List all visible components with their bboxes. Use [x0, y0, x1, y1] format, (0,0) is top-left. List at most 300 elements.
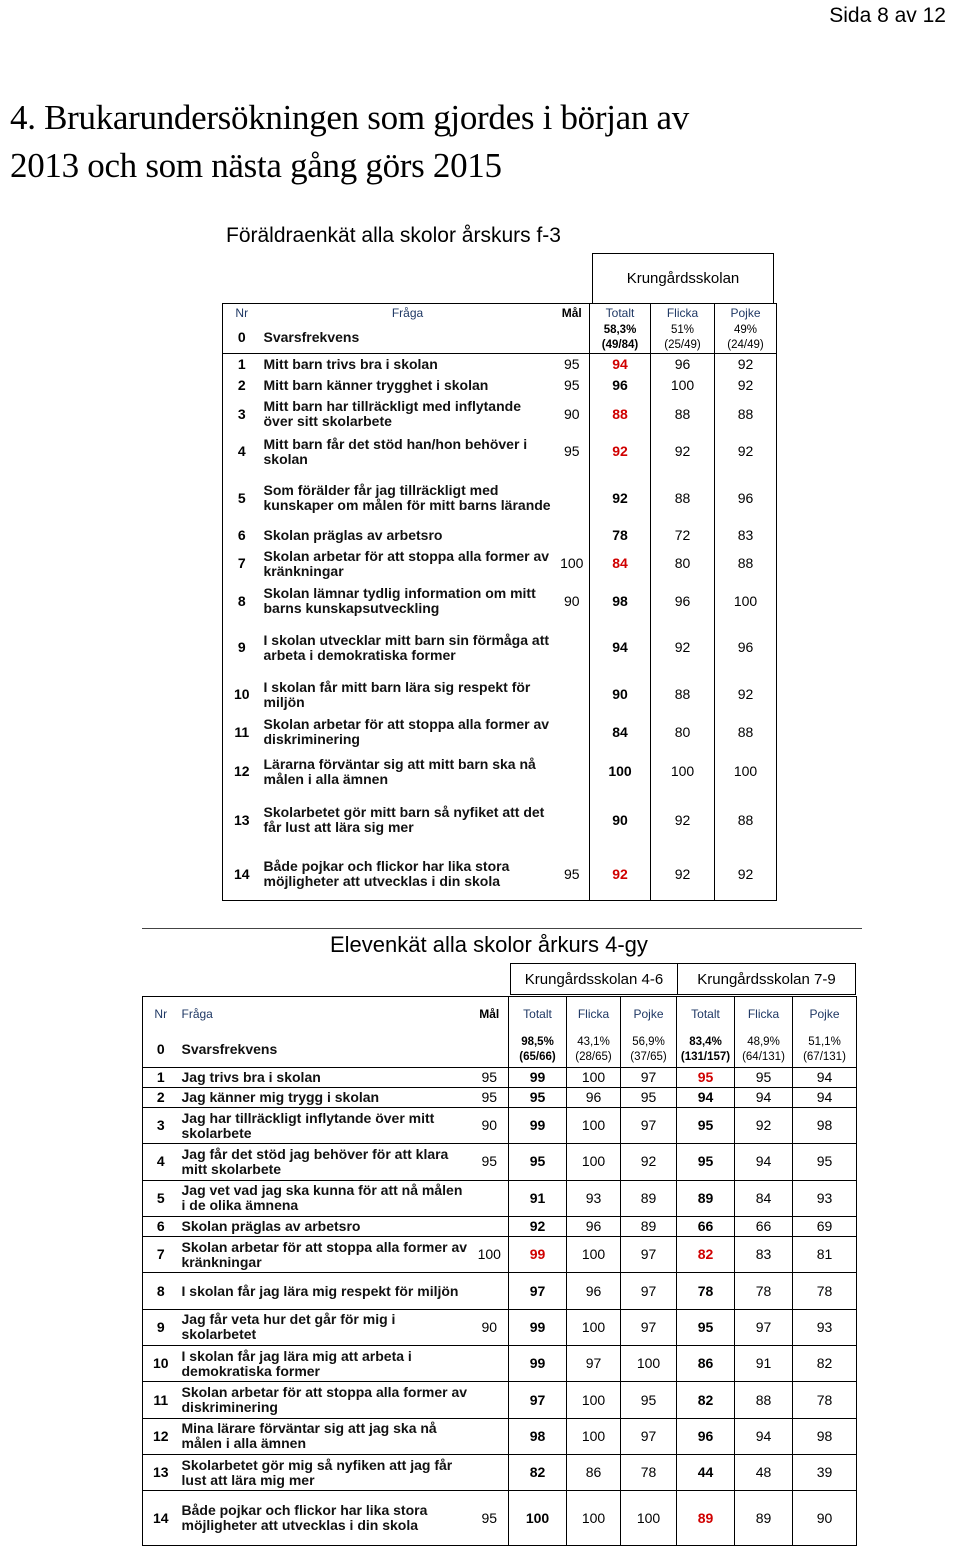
row-nr: 7	[237, 555, 246, 572]
row-total-b: 95	[677, 1309, 735, 1345]
row-nr: 3	[237, 405, 246, 422]
row-girl: 96	[651, 354, 715, 375]
row-girl: 80	[674, 555, 691, 572]
row-girl: 92	[674, 639, 691, 656]
row-goal	[555, 526, 590, 545]
student-survey-row	[143, 1107, 857, 1143]
row-total: 92	[590, 470, 651, 526]
heading-line-1: 4. Brukarundersökningen som gjordes i början av	[10, 98, 689, 137]
row-goal: 90	[471, 1309, 509, 1345]
response-girl-b-count: (64/131)	[742, 1050, 785, 1063]
row-girl-b: 94	[735, 1087, 793, 1107]
row-boy-b: 95	[793, 1144, 857, 1180]
student-header-row	[143, 997, 857, 1033]
row-nr: 1	[143, 1067, 179, 1087]
row-question: Jag vet vad jag ska kunna för att nå målen i de olika ämnena	[179, 1180, 471, 1216]
row-question: Mitt barn får det stöd han/hon behöver i skolan	[263, 435, 528, 467]
parent-survey-row	[223, 676, 777, 713]
row-girl-b: 88	[735, 1382, 793, 1418]
parent-survey-row	[223, 713, 777, 750]
row-total: 90	[590, 792, 651, 848]
row-total-b: 82	[677, 1237, 735, 1273]
student-survey-row	[143, 1309, 857, 1345]
row-boy-a: 89	[621, 1216, 677, 1236]
row-boy-a: 78	[621, 1455, 677, 1491]
row-total-a: 91	[509, 1180, 567, 1216]
student-survey-row	[143, 1491, 857, 1546]
row-total: 100	[590, 751, 651, 793]
row-question: Mina lärare förväntar sig att jag ska nå målen i alla ämnen	[179, 1418, 471, 1454]
student-survey-row	[143, 1144, 857, 1180]
student-survey-row	[143, 1418, 857, 1454]
row-boy: 88	[715, 395, 777, 432]
row-boy: 88	[715, 713, 777, 750]
row-girl-a: 100	[567, 1382, 621, 1418]
row-nr: 13	[143, 1455, 179, 1491]
row-goal: 90	[471, 1107, 509, 1143]
row-nr: 7	[143, 1237, 179, 1273]
response-girl-b-pct: 48,9%	[747, 1035, 780, 1048]
row-total-a: 82	[509, 1455, 567, 1491]
student-survey-school-a-header: Krungårdsskolan 4-6	[510, 963, 678, 995]
response-girl-b	[735, 1033, 793, 1067]
row-total-b: 94	[677, 1087, 735, 1107]
row-boy-a: 92	[621, 1144, 677, 1180]
row-total: 88	[590, 395, 651, 432]
response-boy-b-pct: 51,1%	[808, 1035, 841, 1048]
header-boy-a: Pojke	[621, 997, 677, 1033]
row-boy: 92	[715, 375, 777, 396]
row-goal	[555, 792, 590, 848]
row-question: Skolarbetet gör mig så nyfiken att jag får lust att lära mig mer	[179, 1455, 471, 1491]
header-girl-b: Flicka	[735, 997, 793, 1033]
header-nr: Nr	[154, 1007, 168, 1022]
student-survey-table	[142, 996, 857, 1546]
response-total-count: (49/84)	[601, 338, 639, 351]
row-nr: 9	[143, 1309, 179, 1345]
row-boy: 96	[715, 470, 777, 526]
row-question: Skolarbetet gör mitt barn så nyfiket att det får lust att lära sig mer	[263, 804, 545, 836]
header-question: Fråga	[181, 1007, 213, 1022]
row-total-b: 82	[677, 1382, 735, 1418]
row-nr: 11	[234, 723, 250, 740]
row-nr: 2	[237, 376, 246, 393]
row-boy-a: 97	[621, 1107, 677, 1143]
row-girl-a: 100	[567, 1237, 621, 1273]
row-goal	[555, 322, 590, 354]
row-goal	[471, 1382, 509, 1418]
row-boy-b: 94	[793, 1067, 857, 1087]
row-question: Som förälder får jag tillräckligt med kunskaper om målen för mitt barns lärande	[263, 482, 551, 514]
row-girl-a: 100	[567, 1144, 621, 1180]
row-goal	[471, 1273, 509, 1309]
row-girl-b: 95	[735, 1067, 793, 1087]
student-survey-row	[143, 1087, 857, 1107]
row-girl-a: 93	[567, 1180, 621, 1216]
row-nr: 5	[143, 1180, 179, 1216]
row-question: Jag trivs bra i skolan	[179, 1067, 471, 1087]
row-total-a: 99	[509, 1346, 567, 1382]
row-girl-a: 100	[567, 1491, 621, 1546]
row-goal	[555, 676, 590, 713]
row-boy-b: 81	[793, 1237, 857, 1273]
row-total-a: 99	[509, 1107, 567, 1143]
row-total-a: 95	[509, 1144, 567, 1180]
row-girl-a: 100	[567, 1309, 621, 1345]
section-heading	[10, 94, 910, 190]
header-girl: Flicka	[666, 305, 699, 320]
student-survey-row	[143, 1180, 857, 1216]
student-survey-title: Elevenkät alla skolor årkurs 4-gy	[330, 932, 648, 957]
row-nr: 13	[233, 811, 250, 828]
response-total	[590, 322, 651, 354]
row-boy: 96	[715, 620, 777, 676]
response-girl-pct: 51%	[670, 323, 695, 336]
row-question: I skolan utvecklar mitt barn sin förmåga att arbeta i demokratiska former	[263, 631, 550, 663]
student-survey-row	[143, 1216, 857, 1236]
row-goal: 95	[563, 443, 580, 460]
row-question: Skolan arbetar för att stoppa alla former av diskriminering	[179, 1382, 471, 1418]
header-question: Fråga	[391, 305, 424, 320]
row-total-a: 97	[509, 1382, 567, 1418]
row-girl: 72	[674, 527, 691, 544]
row-boy: 88	[715, 545, 777, 582]
row-total: 94	[590, 354, 651, 375]
row-question: Svarsfrekvens	[263, 329, 360, 346]
parent-survey-row	[223, 395, 777, 432]
row-boy-a: 89	[621, 1180, 677, 1216]
row-goal: 95	[563, 865, 580, 882]
row-boy-b: 90	[793, 1491, 857, 1546]
row-question: Skolan präglas av arbetsro	[263, 527, 443, 544]
row-nr: 5	[237, 489, 246, 506]
row-total: 92	[590, 848, 651, 900]
row-boy: 92	[715, 848, 777, 900]
row-nr: 10	[143, 1346, 179, 1382]
row-goal: 95	[471, 1067, 509, 1087]
student-survey-row	[143, 1067, 857, 1087]
row-boy-a: 97	[621, 1273, 677, 1309]
row-boy-b: 98	[793, 1107, 857, 1143]
header-total-b: Totalt	[677, 997, 735, 1033]
header-boy-b: Pojke	[793, 997, 857, 1033]
row-total: 96	[590, 375, 651, 396]
row-question: Skolan präglas av arbetsro	[179, 1216, 471, 1236]
row-boy-b: 93	[793, 1180, 857, 1216]
heading-line-2: 2013 och som nästa gång görs 2015	[10, 146, 502, 185]
row-nr: 6	[143, 1216, 179, 1236]
row-goal: 100	[560, 555, 584, 572]
row-goal	[471, 1455, 509, 1491]
parent-survey-row	[223, 354, 777, 375]
row-nr: 8	[237, 592, 246, 609]
response-total-b	[677, 1033, 735, 1067]
row-question: Skolan arbetar för att stoppa alla former av diskriminering	[263, 716, 550, 748]
row-girl: 92	[674, 865, 691, 882]
row-goal	[471, 1346, 509, 1382]
row-nr: 6	[237, 527, 246, 544]
parent-survey-row	[223, 375, 777, 396]
row-goal: 100	[471, 1237, 509, 1273]
parent-survey-row	[223, 620, 777, 676]
row-total-a: 99	[509, 1067, 567, 1087]
row-boy-a: 100	[621, 1491, 677, 1546]
row-girl-b: 48	[735, 1455, 793, 1491]
row-total-b: 89	[677, 1180, 735, 1216]
row-total-a: 97	[509, 1273, 567, 1309]
row-nr: 4	[143, 1144, 179, 1180]
row-total: 94	[590, 620, 651, 676]
student-survey-row	[143, 1382, 857, 1418]
row-boy: 92	[715, 354, 777, 375]
row-nr: 10	[233, 686, 250, 703]
row-question: Jag känner mig trygg i skolan	[179, 1087, 471, 1107]
response-boy-a-pct: 56,9%	[632, 1035, 665, 1048]
row-boy-b: 78	[793, 1273, 857, 1309]
row-total-a: 99	[509, 1309, 567, 1345]
response-boy-b	[793, 1033, 857, 1067]
row-girl-b: 91	[735, 1346, 793, 1382]
row-boy-a: 97	[621, 1418, 677, 1454]
row-total-b: 89	[677, 1491, 735, 1546]
row-girl-b: 92	[735, 1107, 793, 1143]
row-total: 98	[590, 582, 651, 619]
student-survey-table-body	[143, 997, 857, 1546]
parent-response-row	[223, 322, 777, 354]
row-total: 78	[590, 526, 651, 545]
student-response-row	[143, 1033, 857, 1067]
row-total-b: 86	[677, 1346, 735, 1382]
row-boy-a: 97	[621, 1067, 677, 1087]
page-number: Sida 8 av 12	[829, 4, 946, 27]
row-goal	[471, 1033, 509, 1067]
row-girl-a: 96	[567, 1087, 621, 1107]
row-girl: 80	[674, 723, 691, 740]
row-total-a: 92	[509, 1216, 567, 1236]
row-boy-b: 94	[793, 1087, 857, 1107]
row-total: 90	[590, 676, 651, 713]
row-goal	[471, 1216, 509, 1236]
row-goal	[471, 1180, 509, 1216]
row-nr: 9	[237, 639, 246, 656]
row-question: Lärarna förväntar sig att mitt barn ska nå målen i alla ämnen	[263, 755, 536, 787]
row-goal	[555, 620, 590, 676]
row-total-b: 95	[677, 1107, 735, 1143]
row-girl: 92	[674, 443, 691, 460]
parent-survey-title: Föräldraenkät alla skolor årskurs f-3	[226, 224, 561, 247]
row-question: I skolan får mitt barn lära sig respekt för miljön	[263, 678, 531, 710]
row-nr: 2	[143, 1087, 179, 1107]
row-girl: 100	[670, 376, 695, 393]
row-total-a: 95	[509, 1087, 567, 1107]
response-total-a-pct: 98,5%	[521, 1035, 554, 1048]
row-total-b: 66	[677, 1216, 735, 1236]
response-girl-a-count: (28/65)	[575, 1050, 612, 1063]
row-girl-a: 96	[567, 1216, 621, 1236]
row-question: I skolan får jag lära mig respekt för miljön	[179, 1273, 471, 1309]
response-girl	[651, 322, 715, 354]
row-boy-a: 97	[621, 1237, 677, 1273]
row-question: I skolan får jag lära mig att arbeta i demokratiska former	[179, 1346, 471, 1382]
row-total-b: 95	[677, 1144, 735, 1180]
row-boy-b: 93	[793, 1309, 857, 1345]
parent-survey-row	[223, 751, 777, 793]
row-boy: 100	[715, 751, 777, 793]
response-boy-a	[621, 1033, 677, 1067]
row-total-b: 78	[677, 1273, 735, 1309]
row-question: Svarsfrekvens	[181, 1041, 278, 1058]
row-goal	[555, 713, 590, 750]
row-question: Skolan arbetar för att stoppa alla former av kränkningar	[179, 1237, 471, 1273]
row-boy: 83	[715, 526, 777, 545]
row-girl-b: 89	[735, 1491, 793, 1546]
row-girl: 88	[674, 686, 691, 703]
parent-survey-table	[222, 303, 777, 901]
response-boy-a-count: (37/65)	[630, 1050, 667, 1063]
header-total: Totalt	[590, 304, 651, 323]
row-boy: 100	[715, 582, 777, 619]
row-total: 84	[590, 545, 651, 582]
response-total-b-pct: 83,4%	[689, 1035, 722, 1048]
row-girl-b: 97	[735, 1309, 793, 1345]
row-goal: 90	[563, 592, 580, 609]
parent-survey-row	[223, 848, 777, 900]
parent-header-row	[223, 304, 777, 323]
row-goal: 95	[563, 376, 580, 393]
row-goal	[555, 470, 590, 526]
row-nr: 0	[237, 329, 246, 346]
section-divider	[142, 928, 862, 929]
row-nr: 8	[143, 1273, 179, 1309]
row-girl-a: 97	[567, 1346, 621, 1382]
row-nr: 12	[143, 1418, 179, 1454]
row-girl: 100	[670, 763, 695, 780]
header-total-a: Totalt	[509, 997, 567, 1033]
row-girl-b: 83	[735, 1237, 793, 1273]
row-girl-b: 94	[735, 1418, 793, 1454]
row-question: Mitt barn trivs bra i skolan	[261, 354, 555, 375]
row-nr: 12	[233, 763, 250, 780]
header-goal: Mål	[561, 305, 582, 320]
row-question: Jag får veta hur det går för mig i skolarbetet	[179, 1309, 471, 1345]
row-girl: 96	[674, 592, 691, 609]
row-girl-a: 100	[567, 1107, 621, 1143]
row-boy-b: 98	[793, 1418, 857, 1454]
parent-survey-row	[223, 470, 777, 526]
row-boy: 92	[715, 676, 777, 713]
row-goal: 95	[471, 1144, 509, 1180]
student-survey-row	[143, 1346, 857, 1382]
row-girl: 88	[674, 489, 691, 506]
response-boy-pct: 49%	[733, 323, 758, 336]
row-total-a: 100	[509, 1491, 567, 1546]
row-girl-b: 78	[735, 1273, 793, 1309]
row-boy-a: 100	[621, 1346, 677, 1382]
row-boy: 92	[715, 433, 777, 470]
row-question: Jag har tillräckligt inflytande över mitt skolarbete	[179, 1107, 471, 1143]
row-girl: 88	[674, 405, 691, 422]
row-total-b: 96	[677, 1418, 735, 1454]
row-nr: 4	[237, 443, 246, 460]
parent-survey-table-body	[223, 304, 777, 901]
row-nr: 14	[143, 1491, 179, 1546]
student-survey-school-b-header: Krungårdsskolan 7-9	[678, 963, 856, 995]
row-girl-a: 100	[567, 1067, 621, 1087]
row-goal	[471, 1418, 509, 1454]
parent-survey-row	[223, 526, 777, 545]
parent-survey-row	[223, 582, 777, 619]
row-goal: 90	[563, 405, 580, 422]
row-girl-a: 100	[567, 1418, 621, 1454]
row-question: Skolan arbetar för att stoppa alla former av kränkningar	[263, 547, 550, 579]
row-girl-b: 94	[735, 1144, 793, 1180]
row-question: Både pojkar och flickor har lika stora möjligheter att utvecklas i din skola	[263, 858, 510, 890]
row-nr: 14	[233, 865, 250, 882]
row-boy-b: 78	[793, 1382, 857, 1418]
header-goal: Mål	[479, 1007, 500, 1022]
row-goal	[555, 751, 590, 793]
row-total-b: 44	[677, 1455, 735, 1491]
row-question: Mitt barn känner trygghet i skolan	[263, 376, 489, 393]
header-girl-a: Flicka	[567, 997, 621, 1033]
response-total-pct: 58,3%	[603, 323, 637, 336]
parent-survey-row	[223, 433, 777, 470]
parent-survey-row	[223, 792, 777, 848]
row-boy-a: 97	[621, 1309, 677, 1345]
row-question: Skolan lämnar tydlig information om mitt barns kunskapsutveckling	[263, 585, 536, 617]
row-nr: 11	[143, 1382, 179, 1418]
row-goal: 95	[471, 1491, 509, 1546]
row-girl-a: 86	[567, 1455, 621, 1491]
row-total: 92	[590, 433, 651, 470]
row-total-a: 98	[509, 1418, 567, 1454]
row-goal: 95	[555, 354, 590, 375]
header-nr: Nr	[235, 305, 249, 320]
row-nr: 3	[143, 1107, 179, 1143]
row-boy-b: 69	[793, 1216, 857, 1236]
response-girl-a	[567, 1033, 621, 1067]
row-boy: 88	[715, 792, 777, 848]
response-total-a-count: (65/66)	[519, 1050, 556, 1063]
row-boy-a: 95	[621, 1087, 677, 1107]
parent-survey-school-header: Krungårdsskolan	[592, 253, 774, 303]
row-goal: 95	[471, 1087, 509, 1107]
row-nr: 1	[223, 354, 261, 375]
row-question: Både pojkar och flickor har lika stora möjligheter att utvecklas i din skola	[179, 1491, 471, 1546]
row-girl-a: 96	[567, 1273, 621, 1309]
response-total-a	[509, 1033, 567, 1067]
student-survey-row	[143, 1273, 857, 1309]
response-girl-count: (25/49)	[664, 338, 701, 351]
row-total: 84	[590, 713, 651, 750]
row-question: Jag får det stöd jag behöver för att klara mitt skolarbete	[179, 1144, 471, 1180]
row-total-a: 99	[509, 1237, 567, 1273]
parent-survey-row	[223, 545, 777, 582]
row-boy-b: 82	[793, 1346, 857, 1382]
row-girl-b: 66	[735, 1216, 793, 1236]
response-total-b-count: (131/157)	[680, 1050, 731, 1063]
row-nr: 0	[156, 1041, 165, 1058]
response-boy	[715, 322, 777, 354]
row-question: Mitt barn har tillräckligt med inflytande över sitt skolarbete	[263, 398, 521, 430]
student-survey-row	[143, 1237, 857, 1273]
response-girl-a-pct: 43,1%	[577, 1035, 610, 1048]
header-boy: Pojke	[715, 304, 777, 323]
response-boy-count: (24/49)	[727, 338, 764, 351]
row-boy-b: 39	[793, 1455, 857, 1491]
row-boy-a: 95	[621, 1382, 677, 1418]
response-boy-b-count: (67/131)	[803, 1050, 846, 1063]
